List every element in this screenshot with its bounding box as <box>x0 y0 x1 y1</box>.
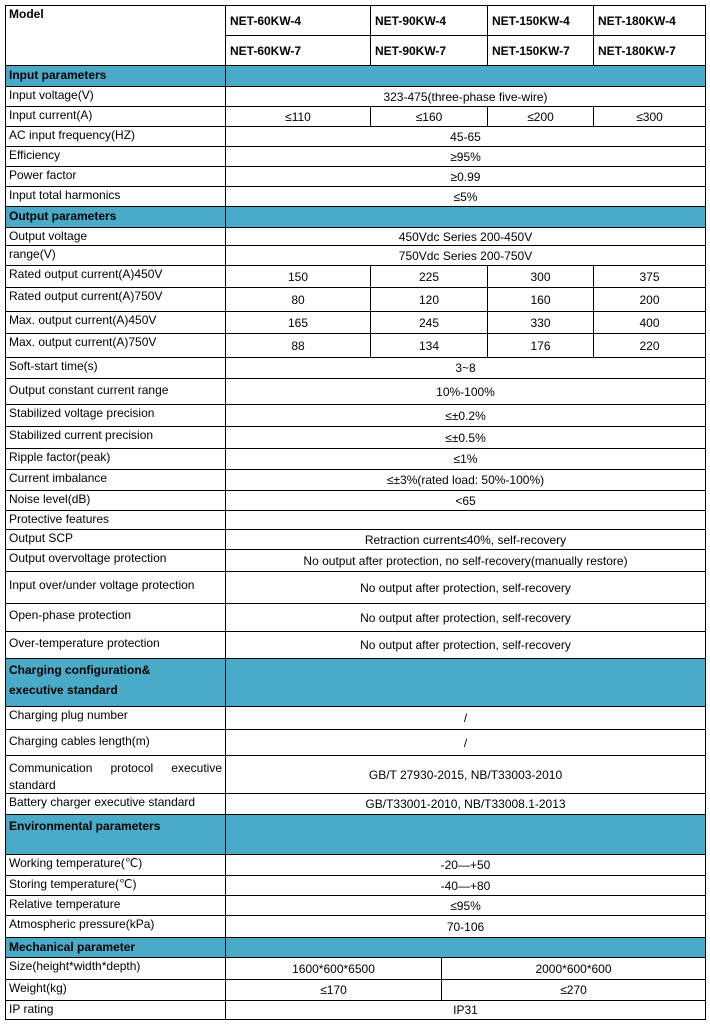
row-value: ≤±0.2% <box>226 405 706 427</box>
row-value: 245 <box>371 312 488 334</box>
row-label: Stabilized voltage precision <box>6 405 226 427</box>
row-value: 88 <box>226 334 371 358</box>
section-heading-fill <box>226 815 706 855</box>
row-label: Output overvoltage protection <box>6 550 226 572</box>
row-label: Output voltage <box>6 228 226 246</box>
row-label: Storing temperature(℃) <box>6 876 226 896</box>
section-heading-fill <box>226 938 706 958</box>
row-label: Charging cables length(m) <box>6 730 226 756</box>
row-label: Input over/under voltage protection <box>6 572 226 604</box>
row-label: Atmospheric pressure(kPa) <box>6 916 226 938</box>
row-value: 3~8 <box>226 358 706 379</box>
row-label: Battery charger executive standard <box>6 794 226 815</box>
row-value: ≤95% <box>226 896 706 916</box>
row-label: Max. output current(A)750V <box>6 334 226 358</box>
row-value: ≤±0.5% <box>226 427 706 449</box>
row-value: 1600*600*6500 <box>226 958 442 980</box>
section-heading-fill <box>226 66 706 87</box>
row-label: Communication protocol executive standard <box>6 756 226 794</box>
row-value: 165 <box>226 312 371 334</box>
section-heading-fill <box>226 659 706 707</box>
row-value: 150 <box>226 266 371 288</box>
section-heading: Input parameters <box>6 66 226 87</box>
header-model-4a: NET-180KW-4 <box>594 6 706 36</box>
row-value: -40—+80 <box>226 876 706 896</box>
row-label: Open-phase protection <box>6 604 226 632</box>
row-label: Input total harmonics <box>6 187 226 207</box>
row-label: AC input frequency(HZ) <box>6 127 226 147</box>
row-value: 750Vdc Series 200-750V <box>226 246 706 266</box>
row-label: Stabilized current precision <box>6 427 226 449</box>
section-heading: Charging configuration& executive standard <box>6 659 226 707</box>
row-value: No output after protection, self-recovery <box>226 632 706 659</box>
section-heading: Output parameters <box>6 207 226 228</box>
row-value: 10%-100% <box>226 379 706 405</box>
section-heading-fill <box>226 207 706 228</box>
row-value: ≤110 <box>226 107 371 127</box>
section-heading: Environmental parameters <box>6 815 226 855</box>
header-model-3a: NET-150KW-4 <box>488 6 594 36</box>
row-value: ≤270 <box>442 980 706 1001</box>
row-value: ≥95% <box>226 147 706 167</box>
row-value: No output after protection, self-recovery <box>226 604 706 632</box>
row-label: Size(height*width*depth) <box>6 958 226 980</box>
row-label: Relative temperature <box>6 896 226 916</box>
row-value: 70-106 <box>226 916 706 938</box>
row-value: ≤200 <box>488 107 594 127</box>
row-value: ≤300 <box>594 107 706 127</box>
row-label: Power factor <box>6 167 226 187</box>
row-label: IP rating <box>6 1001 226 1020</box>
row-label: Output SCP <box>6 530 226 550</box>
header-model-2b: NET-90KW-7 <box>371 36 488 66</box>
row-label: Max. output current(A)450V <box>6 312 226 334</box>
row-value: 450Vdc Series 200-450V <box>226 228 706 246</box>
row-value: 80 <box>226 288 371 312</box>
row-value: ≥0.99 <box>226 167 706 187</box>
row-value: No output after protection, self-recovery <box>226 572 706 604</box>
row-value: IP31 <box>226 1001 706 1020</box>
row-label: Rated output current(A)750V <box>6 288 226 312</box>
row-value <box>226 511 706 530</box>
row-value: ≤170 <box>226 980 442 1001</box>
row-value: ≤160 <box>371 107 488 127</box>
row-value: 2000*600*600 <box>442 958 706 980</box>
header-model: Model <box>6 6 226 66</box>
row-value: GB/T 27930-2015, NB/T33003-2010 <box>226 756 706 794</box>
row-label: Soft-start time(s) <box>6 358 226 379</box>
row-value: ≤1% <box>226 449 706 470</box>
row-label: range(V) <box>6 246 226 266</box>
row-value: <65 <box>226 491 706 511</box>
row-value: 375 <box>594 266 706 288</box>
row-label: Protective features <box>6 511 226 530</box>
row-value: 323-475(three-phase five-wire) <box>226 87 706 107</box>
header-model-2a: NET-90KW-4 <box>371 6 488 36</box>
row-value: Retraction current≤40%, self-recovery <box>226 530 706 550</box>
row-label: Rated output current(A)450V <box>6 266 226 288</box>
header-model-4b: NET-180KW-7 <box>594 36 706 66</box>
header-model-1a: NET-60KW-4 <box>226 6 371 36</box>
row-value: 220 <box>594 334 706 358</box>
row-label: Weight(kg) <box>6 980 226 1001</box>
row-label: Efficiency <box>6 147 226 167</box>
section-heading: Mechanical parameter <box>6 938 226 958</box>
row-label: Working temperature(℃) <box>6 855 226 876</box>
row-value: 300 <box>488 266 594 288</box>
row-value: No output after protection, no self-recovery(manually restore) <box>226 550 706 572</box>
row-label: Output constant current range <box>6 379 226 405</box>
row-value: / <box>226 707 706 730</box>
row-label: Input current(A) <box>6 107 226 127</box>
row-value: 176 <box>488 334 594 358</box>
row-value: 134 <box>371 334 488 358</box>
row-value: 45-65 <box>226 127 706 147</box>
row-label: Current imbalance <box>6 470 226 491</box>
row-label: Ripple factor(peak) <box>6 449 226 470</box>
row-value: 120 <box>371 288 488 312</box>
row-label: Charging plug number <box>6 707 226 730</box>
row-value: 160 <box>488 288 594 312</box>
row-value: GB/T33001-2010, NB/T33008.1-2013 <box>226 794 706 815</box>
row-value: 400 <box>594 312 706 334</box>
header-model-3b: NET-150KW-7 <box>488 36 594 66</box>
header-model-1b: NET-60KW-7 <box>226 36 371 66</box>
row-value: -20—+50 <box>226 855 706 876</box>
row-value: / <box>226 730 706 756</box>
row-value: ≤5% <box>226 187 706 207</box>
row-label: Noise level(dB) <box>6 491 226 511</box>
row-value: 200 <box>594 288 706 312</box>
row-value: 330 <box>488 312 594 334</box>
row-value: ≤±3%(rated load: 50%-100%) <box>226 470 706 491</box>
row-value: 225 <box>371 266 488 288</box>
row-label: Over-temperature protection <box>6 632 226 659</box>
row-label: Input voltage(V) <box>6 87 226 107</box>
